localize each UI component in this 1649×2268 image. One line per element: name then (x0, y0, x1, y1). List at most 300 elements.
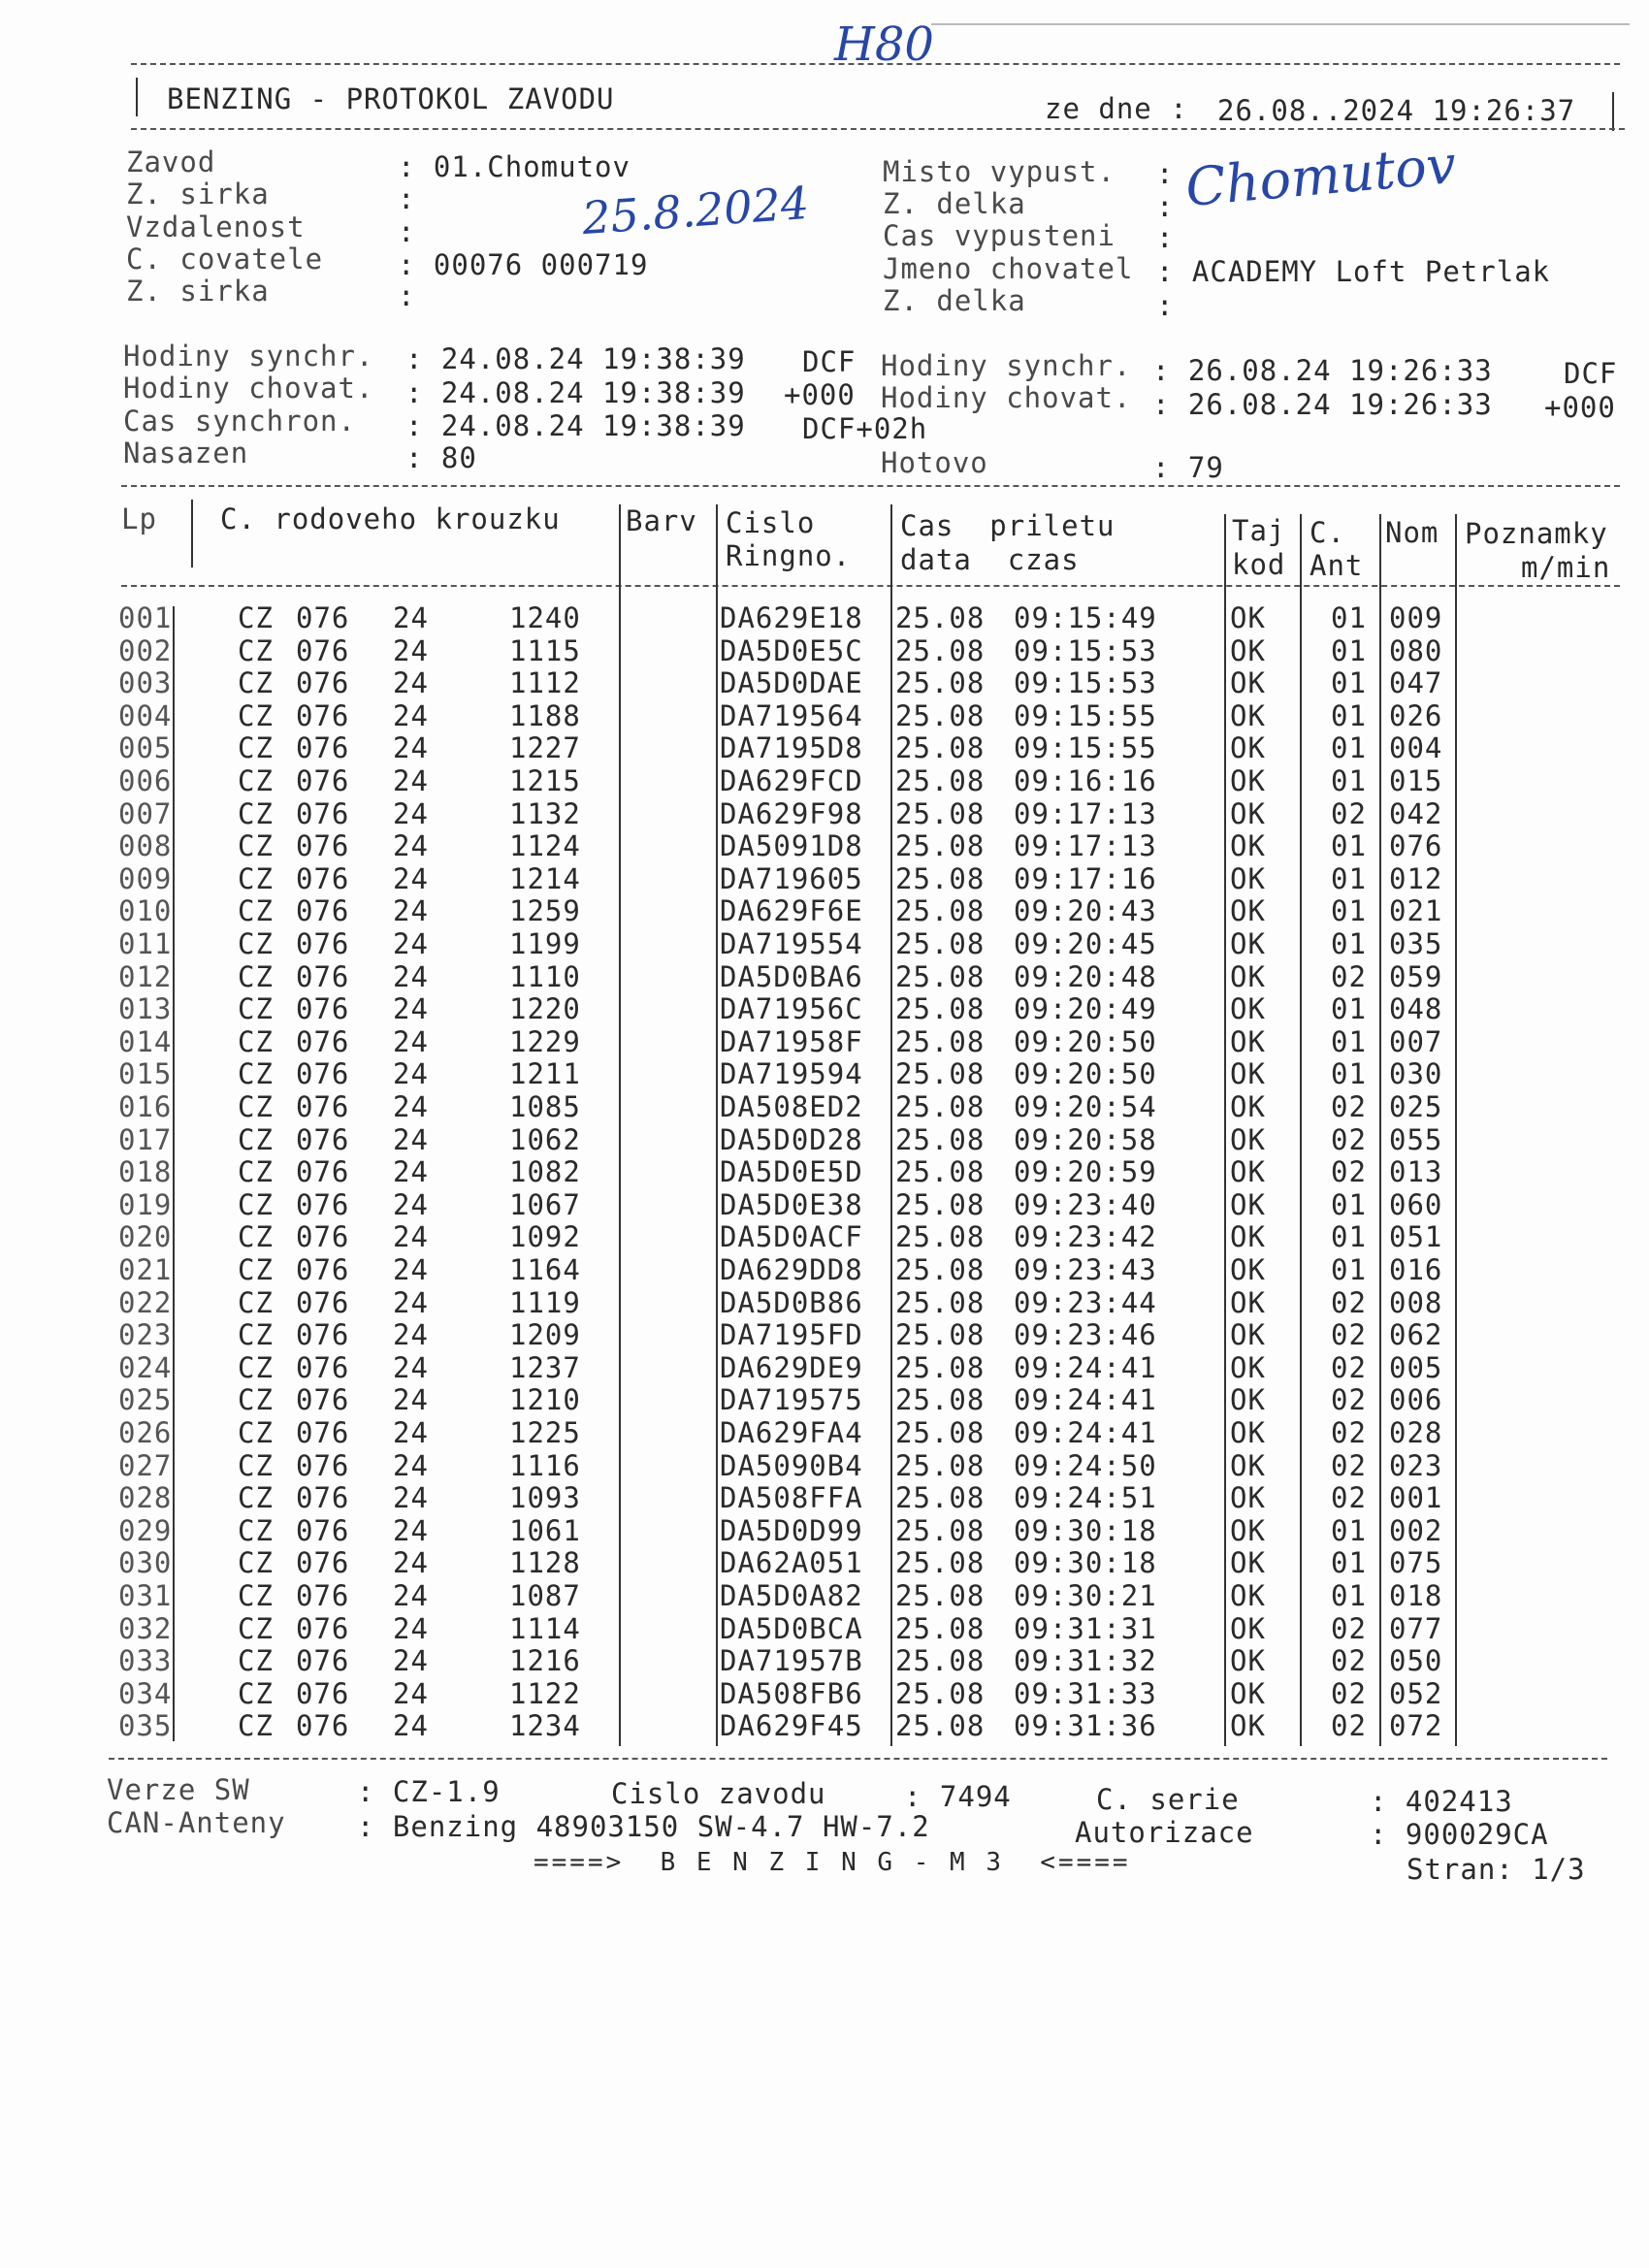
info-label: C. covatele (126, 243, 324, 275)
row-year: 24 (393, 959, 429, 993)
row-lp: 029 (118, 1513, 173, 1547)
footer-divider (109, 1758, 1607, 1760)
row-year: 24 (393, 731, 429, 765)
table-row (0, 927, 1649, 960)
row-status-code: OK (1230, 1090, 1266, 1123)
row-ring-number: 1082 (509, 1155, 581, 1189)
row-org: 076 (296, 1709, 350, 1743)
info-value: : (1156, 190, 1175, 223)
row-org: 076 (296, 1579, 350, 1612)
row-antenna: 02 (1331, 1644, 1367, 1678)
row-country: CZ (238, 1090, 274, 1123)
row-country: CZ (238, 894, 274, 928)
row-time: 09:20:54 (1014, 1090, 1157, 1123)
row-lp: 013 (118, 992, 173, 1026)
row-ring-id: DA5D0E38 (720, 1187, 863, 1221)
row-lp: 021 (118, 1253, 173, 1286)
row-date: 25.08 (895, 1122, 986, 1156)
row-antenna: 01 (1331, 829, 1367, 863)
sync-suffix: DCF (1564, 357, 1618, 390)
row-country: CZ (238, 1220, 274, 1254)
row-ring-id: DA629F98 (720, 796, 863, 830)
row-country: CZ (238, 1024, 274, 1058)
row-date: 25.08 (895, 633, 986, 667)
row-date: 25.08 (895, 731, 986, 765)
row-time: 09:31:33 (1014, 1676, 1157, 1710)
protocol-title: BENZING - PROTOKOL ZAVODU (167, 82, 615, 115)
row-antenna: 01 (1331, 894, 1367, 928)
row-status-code: OK (1230, 1644, 1266, 1678)
row-status-code: OK (1230, 1546, 1266, 1580)
row-year: 24 (393, 1611, 429, 1645)
row-date: 25.08 (895, 1090, 986, 1123)
row-status-code: OK (1230, 861, 1266, 895)
row-nom: 048 (1389, 992, 1443, 1026)
row-date: 25.08 (895, 1155, 986, 1189)
table-row (0, 992, 1649, 1025)
row-antenna: 01 (1331, 1187, 1367, 1221)
row-nom: 059 (1389, 959, 1443, 993)
row-date: 25.08 (895, 1546, 986, 1580)
row-ring-number: 1128 (509, 1546, 581, 1580)
row-ring-id: DA719575 (720, 1383, 863, 1417)
col-header-lp: Lp (121, 502, 157, 535)
row-ring-id: DA5D0E5C (720, 633, 863, 667)
table-row (0, 797, 1649, 830)
info-label: Zavod (126, 146, 216, 178)
row-antenna: 01 (1331, 698, 1367, 732)
row-country: CZ (238, 698, 274, 732)
row-nom: 008 (1389, 1285, 1443, 1319)
row-ring-id: DA508FFA (720, 1481, 863, 1515)
row-country: CZ (238, 1350, 274, 1384)
info-value: : (398, 215, 416, 248)
footer-label: C. serie (1096, 1783, 1240, 1816)
row-nom: 076 (1389, 829, 1443, 863)
row-antenna: 01 (1331, 601, 1367, 634)
brand-line: ====> B E N Z I N G - M 3 <==== (534, 1848, 1131, 1877)
row-date: 25.08 (895, 829, 986, 863)
info-label: Jmeno chovatel (883, 252, 1134, 285)
footer-value: : 900029CA (1370, 1818, 1549, 1851)
table-row (0, 1383, 1649, 1416)
row-time: 09:20:48 (1014, 959, 1157, 993)
row-lp: 017 (118, 1122, 173, 1156)
row-status-code: OK (1230, 1383, 1266, 1417)
row-status-code: OK (1230, 894, 1266, 928)
row-ring-id: DA71958F (720, 1024, 863, 1058)
row-ring-number: 1209 (509, 1318, 581, 1352)
row-country: CZ (238, 861, 274, 895)
row-org: 076 (296, 1644, 350, 1678)
row-year: 24 (393, 1057, 429, 1091)
row-nom: 072 (1389, 1709, 1443, 1743)
row-date: 25.08 (895, 1611, 986, 1645)
table-row (0, 1514, 1649, 1547)
table-row (0, 1709, 1649, 1742)
row-antenna: 02 (1331, 1611, 1367, 1645)
row-ring-id: DA71956C (720, 992, 863, 1026)
row-ring-number: 1240 (509, 601, 581, 634)
footer-value: : 7494 (904, 1780, 1012, 1813)
row-time: 09:23:43 (1014, 1253, 1157, 1286)
row-country: CZ (238, 1318, 274, 1352)
row-country: CZ (238, 1416, 274, 1449)
row-org: 076 (296, 894, 350, 928)
col-header-ring: C. rodoveho krouzku (220, 502, 561, 535)
row-time: 09:20:58 (1014, 1122, 1157, 1156)
table-row (0, 1057, 1649, 1090)
row-lp: 012 (118, 959, 173, 993)
row-lp: 035 (118, 1709, 173, 1743)
info-label: Z. sirka (126, 178, 270, 211)
sync-value: : 24.08.24 19:38:39 (405, 409, 746, 442)
row-date: 25.08 (895, 1383, 986, 1417)
row-antenna: 01 (1331, 1513, 1367, 1547)
row-date: 25.08 (895, 601, 986, 634)
row-year: 24 (393, 1481, 429, 1515)
row-year: 24 (393, 1416, 429, 1449)
row-country: CZ (238, 1448, 274, 1482)
row-year: 24 (393, 1285, 429, 1319)
row-date: 25.08 (895, 1676, 986, 1710)
row-nom: 077 (1389, 1611, 1443, 1645)
row-lp: 011 (118, 927, 173, 960)
footer-label: CAN-Anteny (107, 1806, 286, 1839)
row-status-code: OK (1230, 1416, 1266, 1449)
row-antenna: 01 (1331, 764, 1367, 797)
row-time: 09:17:16 (1014, 861, 1157, 895)
row-status-code: OK (1230, 731, 1266, 765)
info-value: : 01.Chomutov (398, 150, 630, 183)
row-nom: 028 (1389, 1416, 1443, 1449)
table-row (0, 894, 1649, 927)
row-nom: 062 (1389, 1318, 1443, 1352)
info-label: Z. delka (883, 187, 1026, 220)
info-value: : 00076 000719 (398, 248, 649, 281)
row-ring-id: DA5D0BCA (720, 1611, 863, 1645)
row-country: CZ (238, 1253, 274, 1286)
row-nom: 002 (1389, 1513, 1443, 1547)
sync-value: : 24.08.24 19:38:39 (405, 376, 746, 409)
row-ring-number: 1215 (509, 764, 581, 797)
row-nom: 009 (1389, 601, 1443, 634)
row-year: 24 (393, 829, 429, 863)
row-lp: 007 (118, 796, 173, 830)
row-ring-id: DA5091D8 (720, 829, 863, 863)
row-year: 24 (393, 894, 429, 928)
date-value: 26.08..2024 19:26:37 (1217, 94, 1576, 127)
row-antenna: 01 (1331, 1024, 1367, 1058)
handwritten-place: Chomutov (1182, 133, 1459, 219)
row-nom: 075 (1389, 1546, 1443, 1580)
row-country: CZ (238, 1611, 274, 1645)
row-nom: 035 (1389, 927, 1443, 960)
info-value: : (1156, 157, 1175, 190)
row-ring-number: 1114 (509, 1611, 581, 1645)
row-date: 25.08 (895, 1416, 986, 1449)
header-left-border (136, 78, 138, 116)
row-ring-id: DA719554 (720, 927, 863, 960)
row-status-code: OK (1230, 796, 1266, 830)
row-antenna: 01 (1331, 927, 1367, 960)
info-value: : (398, 182, 416, 215)
row-ring-id: DA719605 (720, 861, 863, 895)
row-status-code: OK (1230, 1579, 1266, 1612)
row-status-code: OK (1230, 1676, 1266, 1710)
info-label: Cas vypusteni (883, 219, 1116, 252)
row-year: 24 (393, 1350, 429, 1384)
row-date: 25.08 (895, 1187, 986, 1221)
row-status-code: OK (1230, 1285, 1266, 1319)
row-ring-id: DA508ED2 (720, 1090, 863, 1123)
row-ring-id: DA5090B4 (720, 1448, 863, 1482)
row-ring-id: DA7195D8 (720, 731, 863, 765)
row-ring-number: 1119 (509, 1285, 581, 1319)
row-country: CZ (238, 1676, 274, 1710)
row-lp: 034 (118, 1676, 173, 1710)
row-year: 24 (393, 861, 429, 895)
row-lp: 016 (118, 1090, 173, 1123)
row-lp: 022 (118, 1285, 173, 1319)
row-ring-number: 1067 (509, 1187, 581, 1221)
row-nom: 052 (1389, 1676, 1443, 1710)
row-year: 24 (393, 927, 429, 960)
row-time: 09:30:18 (1014, 1546, 1157, 1580)
table-row (0, 829, 1649, 862)
row-country: CZ (238, 633, 274, 667)
row-time: 09:15:55 (1014, 698, 1157, 732)
row-nom: 023 (1389, 1448, 1443, 1482)
row-nom: 047 (1389, 666, 1443, 700)
row-year: 24 (393, 1318, 429, 1352)
sync-value: : 26.08.24 19:26:33 (1152, 388, 1493, 421)
row-antenna: 01 (1331, 1546, 1367, 1580)
row-date: 25.08 (895, 1448, 986, 1482)
row-ring-number: 1225 (509, 1416, 581, 1449)
table-row (0, 1481, 1649, 1514)
row-status-code: OK (1230, 633, 1266, 667)
col-header-ant: Ant (1310, 549, 1364, 582)
row-ring-id: DA5D0B86 (720, 1285, 863, 1319)
sync-label: Hodiny synchr. (123, 340, 374, 373)
col-line (191, 500, 193, 567)
row-year: 24 (393, 1644, 429, 1678)
row-status-code: OK (1230, 829, 1266, 863)
row-ring-id: DA629DD8 (720, 1253, 863, 1286)
row-status-code: OK (1230, 1318, 1266, 1352)
row-time: 09:24:50 (1014, 1448, 1157, 1482)
footer-label: Cislo zavodu (611, 1777, 826, 1810)
table-row (0, 1318, 1649, 1351)
row-country: CZ (238, 1383, 274, 1417)
row-nom: 050 (1389, 1644, 1443, 1678)
row-date: 25.08 (895, 796, 986, 830)
row-ring-number: 1116 (509, 1448, 581, 1482)
row-date: 25.08 (895, 764, 986, 797)
row-antenna: 01 (1331, 992, 1367, 1026)
col-header-mmin: m/min (1521, 551, 1611, 584)
row-org: 076 (296, 601, 350, 634)
row-time: 09:24:41 (1014, 1350, 1157, 1384)
top-rule (931, 23, 1630, 25)
row-lp: 015 (118, 1057, 173, 1091)
row-org: 076 (296, 666, 350, 700)
row-time: 09:24:41 (1014, 1416, 1157, 1449)
row-antenna: 01 (1331, 861, 1367, 895)
row-org: 076 (296, 829, 350, 863)
row-antenna: 02 (1331, 1122, 1367, 1156)
row-antenna: 01 (1331, 633, 1367, 667)
row-country: CZ (238, 959, 274, 993)
row-org: 076 (296, 1318, 350, 1352)
footer-value: : 402413 (1370, 1785, 1513, 1818)
row-lp: 024 (118, 1350, 173, 1384)
row-org: 076 (296, 633, 350, 667)
row-year: 24 (393, 698, 429, 732)
row-org: 076 (296, 1253, 350, 1286)
row-ring-number: 1188 (509, 698, 581, 732)
row-antenna: 02 (1331, 1318, 1367, 1352)
row-ring-number: 1259 (509, 894, 581, 928)
row-antenna: 01 (1331, 1579, 1367, 1612)
row-lp: 030 (118, 1546, 173, 1580)
table-row (0, 1449, 1649, 1482)
row-date: 25.08 (895, 1709, 986, 1743)
row-time: 09:20:45 (1014, 927, 1157, 960)
row-org: 076 (296, 1057, 350, 1091)
row-ring-id: DA5D0ACF (720, 1220, 863, 1254)
footer-value: : CZ-1.9 (357, 1775, 501, 1808)
row-ring-id: DA629FA4 (720, 1416, 863, 1449)
row-org: 076 (296, 1024, 350, 1058)
row-ring-number: 1199 (509, 927, 581, 960)
row-year: 24 (393, 1709, 429, 1743)
row-country: CZ (238, 992, 274, 1026)
row-lp: 004 (118, 698, 173, 732)
row-date: 25.08 (895, 698, 986, 732)
row-antenna: 02 (1331, 1285, 1367, 1319)
row-nom: 042 (1389, 796, 1443, 830)
row-org: 076 (296, 1220, 350, 1254)
page-number: Stran: 1/3 (1406, 1853, 1586, 1886)
row-time: 09:15:53 (1014, 666, 1157, 700)
row-nom: 030 (1389, 1057, 1443, 1091)
row-time: 09:23:46 (1014, 1318, 1157, 1352)
row-org: 076 (296, 731, 350, 765)
col-header-data: data czas (900, 543, 1080, 576)
table-row (0, 1546, 1649, 1579)
row-year: 24 (393, 1676, 429, 1710)
row-time: 09:23:40 (1014, 1187, 1157, 1221)
col-header-taj: Taj (1232, 514, 1286, 547)
sync-value: : 26.08.24 19:26:33 (1152, 354, 1493, 387)
col-header-cas: Cas priletu (900, 509, 1116, 542)
row-time: 09:20:50 (1014, 1057, 1157, 1091)
row-ring-number: 1164 (509, 1253, 581, 1286)
sync-value: : 79 (1152, 451, 1224, 484)
table-top-divider (121, 485, 1620, 487)
row-antenna: 02 (1331, 1709, 1367, 1743)
row-ring-id: DA629E18 (720, 601, 863, 634)
row-year: 24 (393, 666, 429, 700)
row-org: 076 (296, 1611, 350, 1645)
row-lp: 006 (118, 764, 173, 797)
row-country: CZ (238, 1709, 274, 1743)
row-country: CZ (238, 1579, 274, 1612)
row-lp: 020 (118, 1220, 173, 1254)
table-row (0, 1025, 1649, 1058)
row-antenna: 02 (1331, 1090, 1367, 1123)
row-antenna: 02 (1331, 1155, 1367, 1189)
row-lp: 033 (118, 1644, 173, 1678)
row-time: 09:31:36 (1014, 1709, 1157, 1743)
row-time: 09:20:43 (1014, 894, 1157, 928)
row-time: 09:23:44 (1014, 1285, 1157, 1319)
sync-label: Hodiny synchr. (881, 349, 1132, 382)
row-org: 076 (296, 1448, 350, 1482)
row-country: CZ (238, 1513, 274, 1547)
row-status-code: OK (1230, 1155, 1266, 1189)
row-org: 076 (296, 764, 350, 797)
row-org: 076 (296, 1383, 350, 1417)
row-date: 25.08 (895, 894, 986, 928)
row-lp: 008 (118, 829, 173, 863)
row-date: 25.08 (895, 1220, 986, 1254)
info-label: Misto vypust. (883, 155, 1116, 188)
row-lp: 009 (118, 861, 173, 895)
row-org: 076 (296, 1513, 350, 1547)
sync-value: : 80 (405, 441, 477, 474)
info-label: Z. sirka (126, 275, 270, 308)
row-org: 076 (296, 1155, 350, 1189)
row-ring-number: 1110 (509, 959, 581, 993)
row-date: 25.08 (895, 1057, 986, 1091)
row-antenna: 02 (1331, 1383, 1367, 1417)
row-date: 25.08 (895, 959, 986, 993)
sync-label: Hotovo (881, 446, 988, 479)
row-lp: 025 (118, 1383, 173, 1417)
row-year: 24 (393, 1546, 429, 1580)
row-status-code: OK (1230, 601, 1266, 634)
row-date: 25.08 (895, 1350, 986, 1384)
row-time: 09:17:13 (1014, 829, 1157, 863)
row-status-code: OK (1230, 1611, 1266, 1645)
row-country: CZ (238, 601, 274, 634)
row-country: CZ (238, 1057, 274, 1091)
table-row (0, 666, 1649, 699)
row-nom: 060 (1389, 1187, 1443, 1221)
row-lp: 027 (118, 1448, 173, 1482)
row-status-code: OK (1230, 927, 1266, 960)
row-country: CZ (238, 1644, 274, 1678)
row-nom: 051 (1389, 1220, 1443, 1254)
info-label: Z. delka (883, 284, 1026, 317)
row-date: 25.08 (895, 1285, 986, 1319)
row-date: 25.08 (895, 666, 986, 700)
row-ring-id: DA629F45 (720, 1709, 863, 1743)
info-value: : (1156, 289, 1175, 322)
footer-label: Verze SW (107, 1773, 250, 1806)
row-date: 25.08 (895, 1481, 986, 1515)
row-nom: 001 (1389, 1481, 1443, 1515)
table-row (0, 1220, 1649, 1253)
row-ring-number: 1062 (509, 1122, 581, 1156)
row-lp: 018 (118, 1155, 173, 1189)
sync-label: Hodiny chovat. (123, 372, 374, 405)
row-nom: 007 (1389, 1024, 1443, 1058)
row-status-code: OK (1230, 1253, 1266, 1286)
